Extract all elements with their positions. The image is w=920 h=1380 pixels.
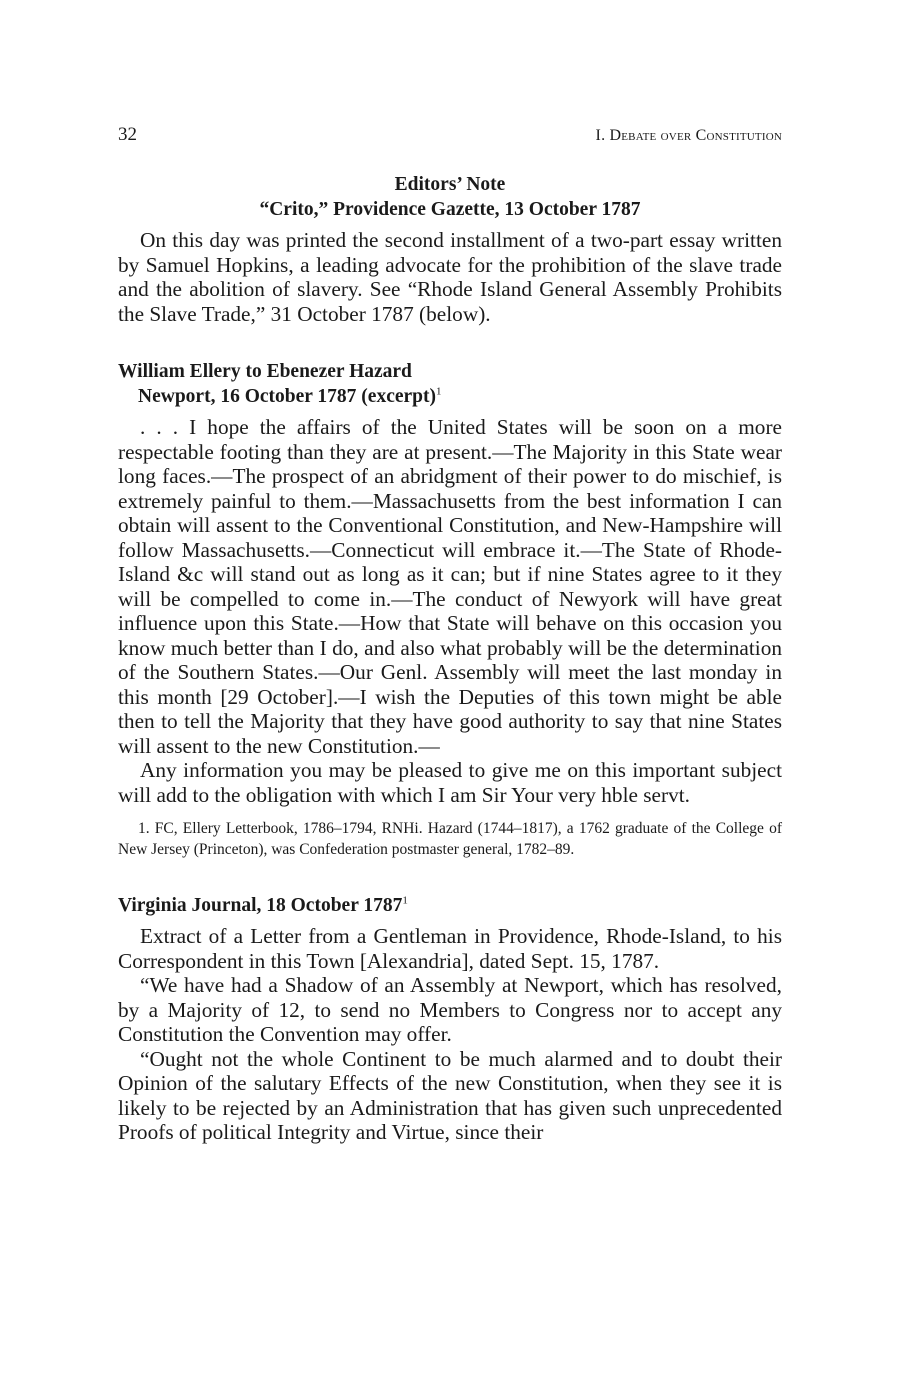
running-title-text: Debate over Constitution: [609, 127, 782, 144]
document-page: [118, 124, 782, 1145]
ellery-letter-section: [118, 359, 782, 860]
running-title: [596, 127, 782, 145]
virginia-journal-paragraph-1: Extract of a Letter from a Gentleman in Providence, Rhode-Island, to his Correspondent in this Town [Alexandria], dated Sept. 15, 1787.: [118, 924, 782, 973]
virginia-journal-paragraph-2: “We have had a Shadow of an Assembly at Newport, which has resolved, by a Majority of 12, to send no Members to Congress nor to accept any Constitution the Convention may offer.: [118, 973, 782, 1046]
virginia-journal-paragraph-3: “Ought not the whole Continent to be much alarmed and to doubt their Opinion of the salutary Effects of the new Constitution, when they see it is likely to be rejected by an Administration that has given such unprecedented Proofs of political Integrity and Virtue, since their: [118, 1046, 782, 1144]
ellery-letter-dateline: [118, 384, 782, 409]
ellery-letter-paragraph-1: . . . I hope the affairs of the United States will be soon on a more respectable footing than they are at present.—The Majority in this State wear long faces.—The prospect of an abridgment of their power to do mischief, is extremely painful to them.—Massachusetts from the best information I can obtain will assent to the Conventional Constitution, and New-Hampshire will follow Massachusetts.—Connecticut will embrace it.—The State of Rhode-Island &c will stand out as long as it can; but if nine States agree to it they will be compelled to come in.—The conduct of Newyork will have great influence upon this State.—How that State will behave on this occasion you know much better than I do, and also what probably will be the determination of the Southern States.—Our Genl. Assembly will meet the last monday in this month [29 October].—I wish the Deputies of this town might be able then to tell the Majority that they have good authority to say that nine States will assent to the new Constitution.—: [118, 415, 782, 758]
editors-note-heading: [118, 172, 782, 222]
ellery-letter-title: William Ellery to Ebenezer Hazard: [118, 361, 412, 382]
ellery-letter-paragraph-2: Any information you may be pleased to give me on this important subject will add to the obligation with which I am Sir Your very hble servt.: [118, 758, 782, 807]
ellery-letter-dateline-text: Newport, 16 October 1787 (excerpt): [138, 386, 437, 407]
virginia-journal-heading: [118, 893, 782, 918]
editors-note-title: Editors’ Note: [394, 174, 506, 195]
virginia-journal-heading-text: Virginia Journal, 18 October 1787: [118, 895, 403, 916]
editors-note-subtitle: “Crito,” Providence Gazette, 13 October 1787: [259, 199, 641, 220]
running-title-prefix: I.: [595, 127, 610, 144]
page-number: 32: [118, 124, 137, 145]
footnote-marker: 1: [436, 385, 442, 398]
ellery-letter-footnote: 1. FC, Ellery Letterbook, 1786–1794, RNHi. Hazard (1744–1817), a 1762 graduate of the College of New Jersey (Princeton), was Confederation postmaster general, 1782–89.: [118, 820, 782, 858]
running-head: [118, 124, 782, 152]
footnote-marker: 1: [402, 894, 408, 907]
virginia-journal-section: [118, 893, 782, 1145]
editors-note-paragraph: On this day was printed the second installment of a two-part essay written by Samuel Hopkins, a leading advocate for the prohibition of the slave trade and the abolition of slavery. See “Rhode Island General Assembly Prohibits the Slave Trade,” 31 October 1787 (below).: [118, 228, 782, 326]
